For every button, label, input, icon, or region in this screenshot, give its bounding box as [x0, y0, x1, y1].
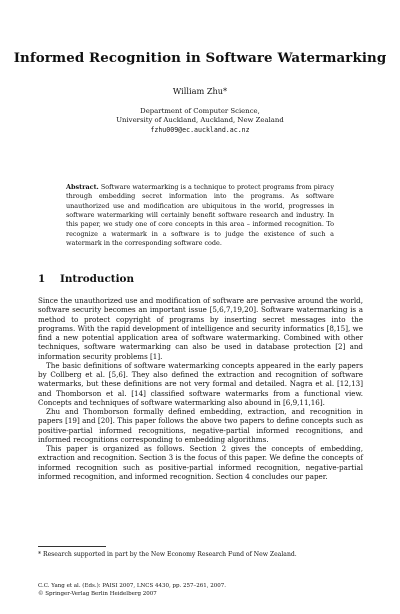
affiliation: [0, 107, 400, 135]
abstract-label: Abstract.: [66, 183, 99, 191]
abstract: [66, 183, 334, 248]
section-title: Introduction: [60, 273, 134, 285]
author-name: William Zhu*: [172, 86, 228, 96]
paragraph: The basic definitions of software watermarking concepts appeared in the early papers by Collberg et al. [5,6]. They also defined the extraction and recognition of software watermarks, but these definitions are not very formal and detailed. Nagra et al. [12,13] and Thomborson et al. [14] classified software watermarks from a functional view. Concepts and techniques of software watermarking also abound in [6,9,11,16].: [38, 360, 363, 407]
paragraph: Zhu and Thomborson formally defined embedding, extraction, and recognition in papers [19] and [20]. This paper follows the above two papers to define concepts such as positive-partial informed recognitions, negative-partial informed recognitions, and informed recognitions corresponding to embedding algorithms.: [38, 407, 363, 444]
paragraph: This paper is organized as follows. Section 2 gives the concepts of embedding, extraction and recognition. Section 3 is the focus of this paper. We define the concepts of informed recognition such as positive-partial informed recognition, negative-partial informed recognition, and informed recognition. Section 4 concludes our paper.: [38, 444, 363, 481]
section-number: 1: [38, 273, 46, 285]
publication-copyright: © Springer-Verlag Berlin Heidelberg 2007: [38, 590, 157, 597]
paragraph: Since the unauthorized use and modification of software are pervasive around the world, software security becomes an important issue [5,6,7,19,20]. Software watermarking is a method to protect copyright of programs by inserting secret messages into the programs. With the rapid development of intelligence and security informatics [8,15], we find a new potential application area of software watermarking. Combined with other techniques, software watermarking can also be used in database protection [2] and information security problems [1].: [38, 296, 363, 361]
affiliation-university: University of Auckland, Auckland, New Zealand: [116, 116, 284, 125]
section-heading: [38, 273, 134, 285]
publication-info: [38, 583, 226, 598]
section-body: [38, 296, 363, 481]
footnote-divider: [38, 546, 106, 547]
author-email: fzhu009@ec.auckland.ac.nz: [150, 125, 250, 134]
abstract-text: Software watermarking is a technique to protect programs from piracy through embedding secret information into the programs. As software unauthorized use and modification are ubiquitous in the world, progresses in software watermarking will certainly benefit software research and industry. In this paper, we study one of core concepts in this area – informed recognition. To recognize a watermark in a software is to judge the existence of such a watermark in the corresponding software code.: [66, 183, 334, 248]
paper-title: Informed Recognition in Software Watermarking: [13, 50, 387, 66]
footnote: * Research supported in part by the New Economy Research Fund of New Zealand.: [38, 551, 297, 558]
publication-citation: C.C. Yang et al. (Eds.): PAISI 2007, LNCS 4430, pp. 257–261, 2007.: [38, 583, 227, 589]
affiliation-department: Department of Computer Science,: [140, 107, 260, 115]
